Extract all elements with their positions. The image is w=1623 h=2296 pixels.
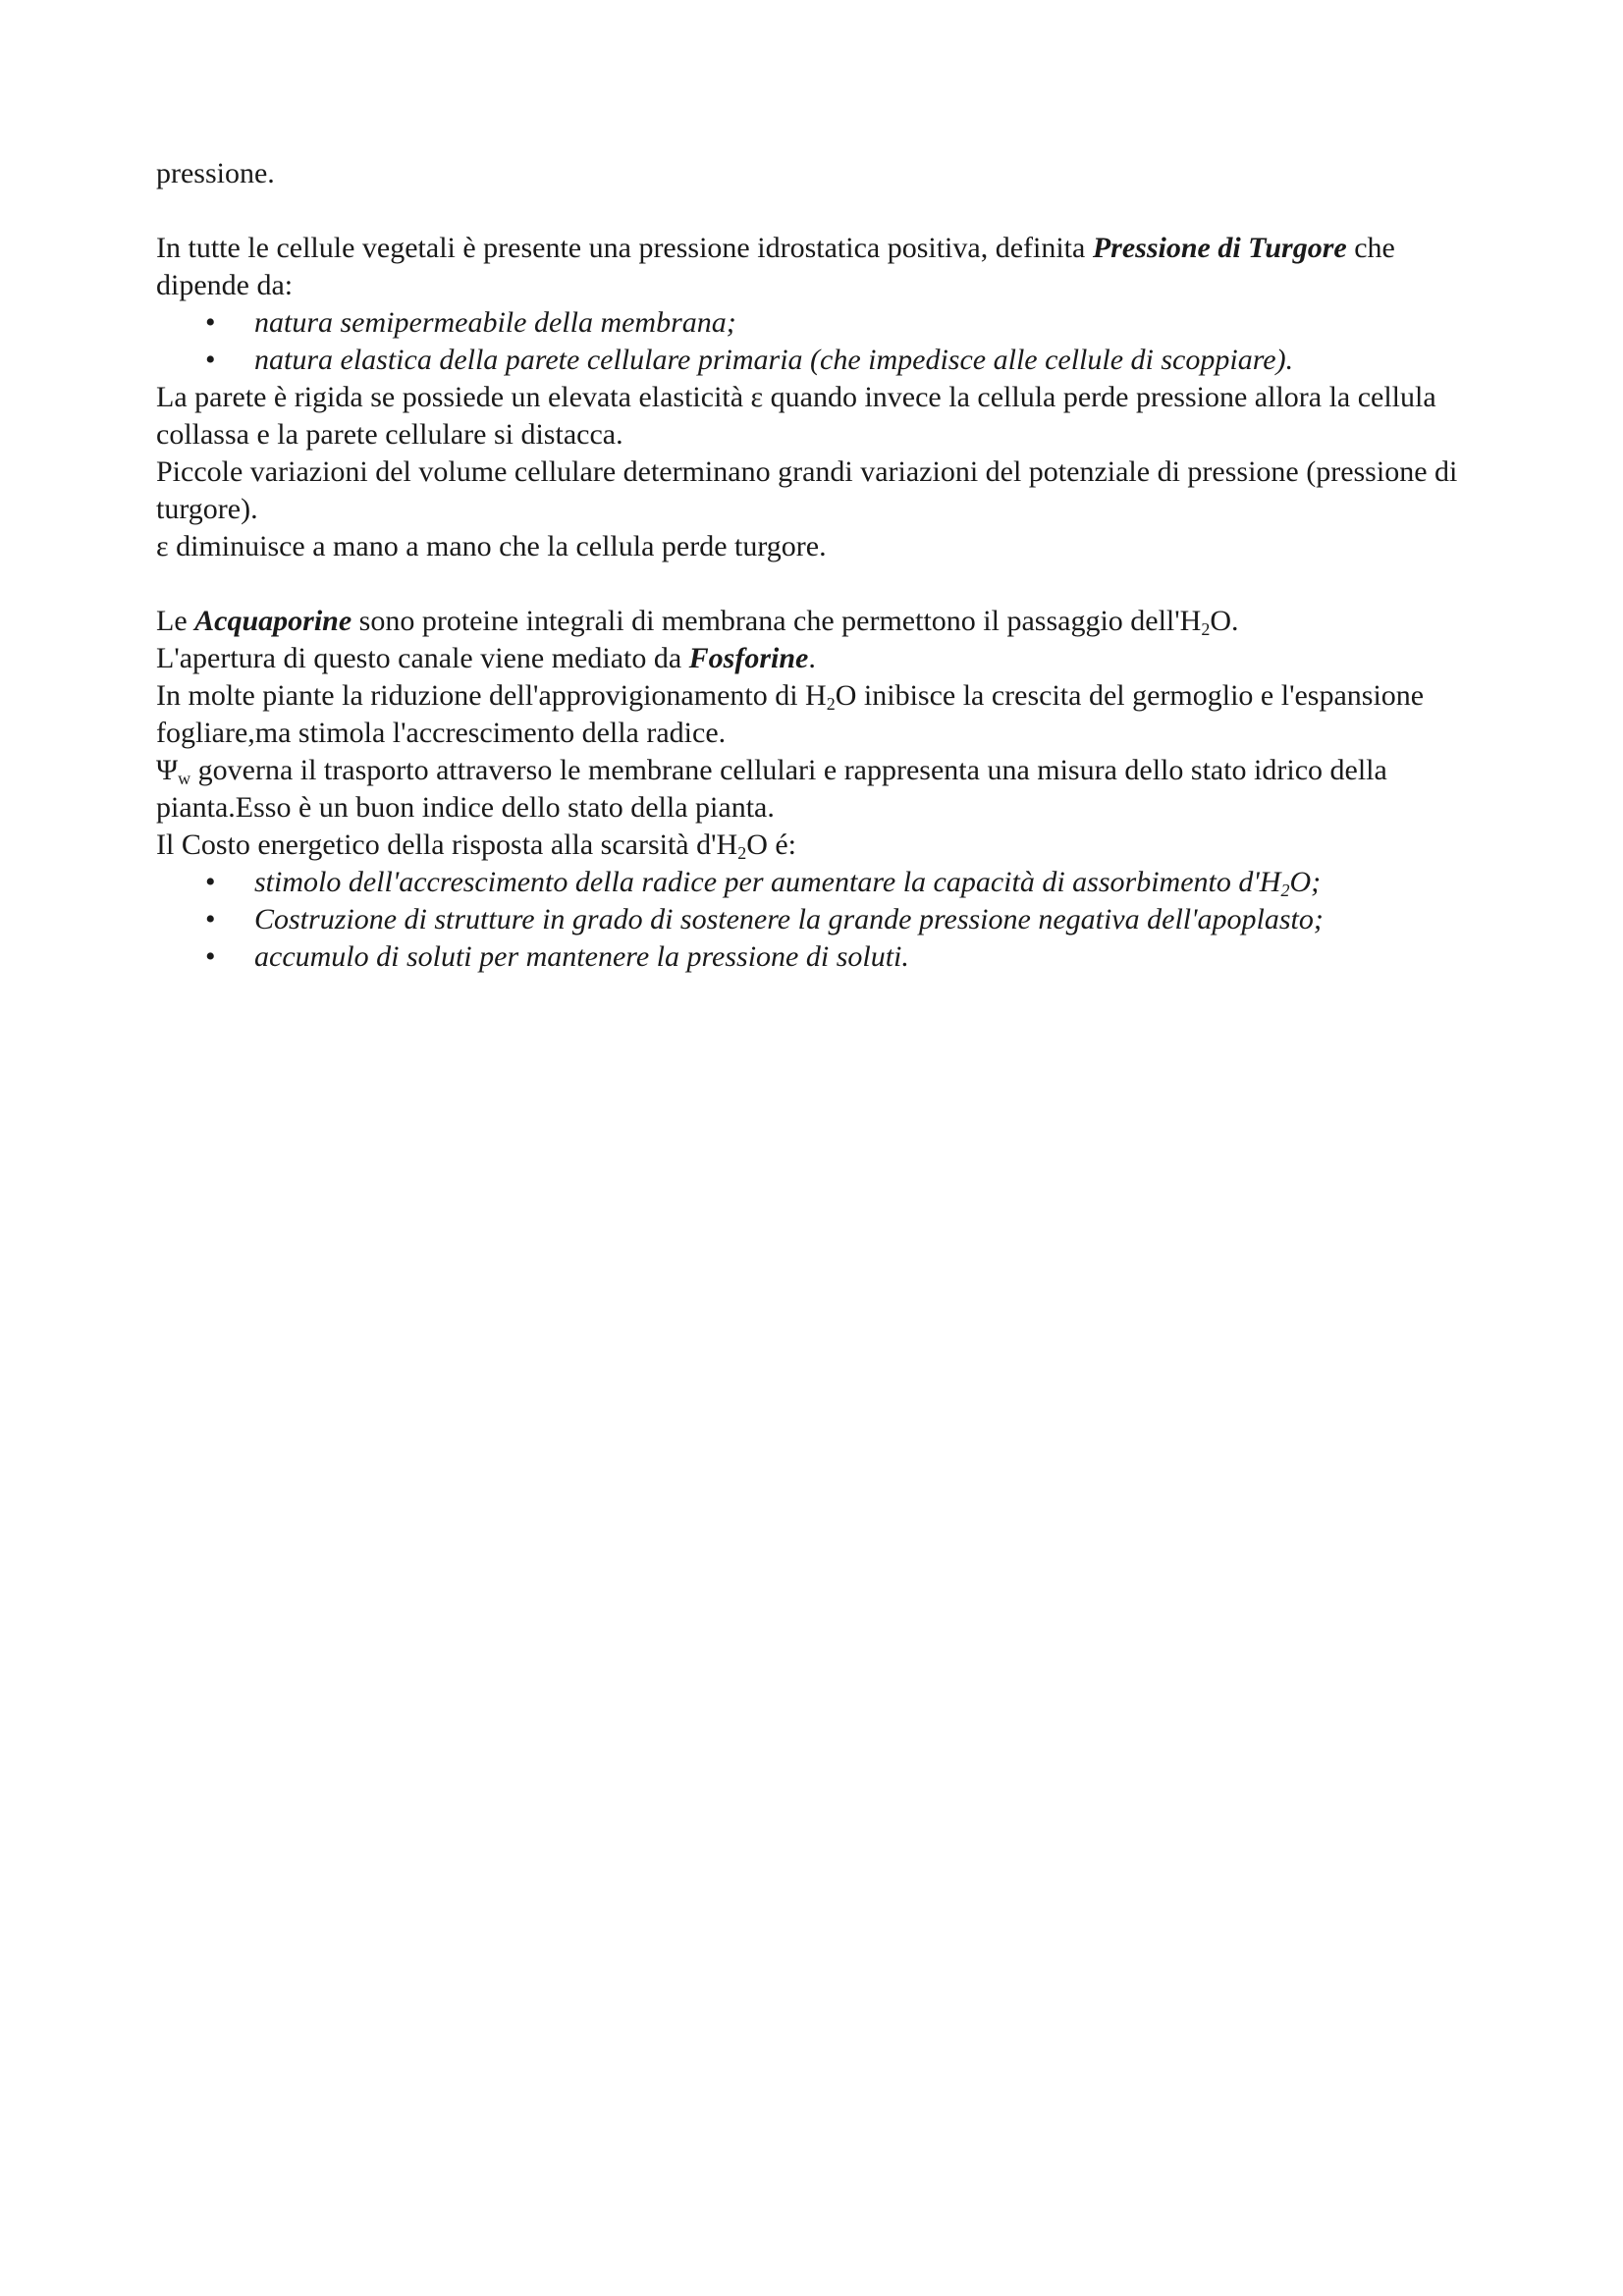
paragraph-acquaporine: Le Acquaporine sono proteine integrali di membrana che permettono il passaggio $dell'H_2O$. <box>156 605 1239 639</box>
list-item: • natura elastica della parete cellulare primaria (che impedisce alle cellule di scoppiare). <box>156 342 1491 379</box>
bullet-icon: • <box>205 344 216 376</box>
bullet-icon: • <box>205 306 216 339</box>
bullet-icon: • <box>205 940 216 973</box>
term-acquaporine: Acquaporine <box>194 605 352 637</box>
paragraph-costo-energetico: Il Costo energetico della risposta alla scarsità $d'H_2O$ é: <box>156 828 797 863</box>
costo-energetico-list <box>156 864 1491 976</box>
turgore-factors-list <box>156 304 1491 379</box>
paragraph-pressione: pressione. <box>156 157 275 189</box>
paragraph-variazioni-volume: Piccole variazioni del volume cellulare determinano grandi variazioni del potenziale di pressione (pressione di turgore). <box>156 455 1458 525</box>
psi-symbol: Ψ <box>156 754 179 786</box>
paragraph-parete-rigida: La parete è rigida se possiede un elevata elasticità ε quando invece la cellula perde pressione allora la cellula collassa e la parete cellulare si distacca. <box>156 381 1436 451</box>
list-item: • stimolo dell'accrescimento della radice per aumentare la capacità di assorbimento $d'H_2O$; <box>205 866 1322 900</box>
term-fosforine: Fosforine <box>688 642 809 674</box>
paragraph-fosforine: L'apertura di questo canale viene mediato da Fosforine. <box>156 642 816 674</box>
paragraph-spacer <box>156 565 1491 603</box>
bullet-icon: • <box>205 866 216 898</box>
paragraph-psi-w: $\Psi_w$ governa il trasporto attraverso le membrane cellulari e rappresenta una misura dello stato idrico della pianta.Esso è un buon indice dello stato della pianta. <box>156 754 1387 824</box>
paragraph-spacer <box>156 192 1491 230</box>
list-item: • Costruzione di strutture in grado di sostenere la grande pressione negativa dell'apoplasto; <box>156 901 1491 938</box>
list-item: • natura semipermeabile della membrana; <box>156 304 1491 342</box>
paragraph-turgore-intro: In tutte le cellule vegetali è presente una pressione idrostatica positiva, definita Pressione di Turgore che dipende da: <box>156 232 1395 301</box>
paragraph-epsilon: ε diminuisce a mano a mano che la cellula perde turgore. <box>156 530 827 562</box>
list-item: • accumulo di soluti per mantenere la pressione di soluti. <box>156 938 1491 976</box>
bullet-icon: • <box>205 903 216 935</box>
document-page <box>156 155 1491 976</box>
paragraph-approvigionamento: In molte piante la riduzione dell'approvigionamento di $H_2O$ inibisce la crescita del germoglio e l'espansione fogliare,ma stimola l'accrescimento della radice. <box>156 679 1425 749</box>
term-pressione-di-turgore: Pressione di Turgore <box>1092 232 1347 264</box>
